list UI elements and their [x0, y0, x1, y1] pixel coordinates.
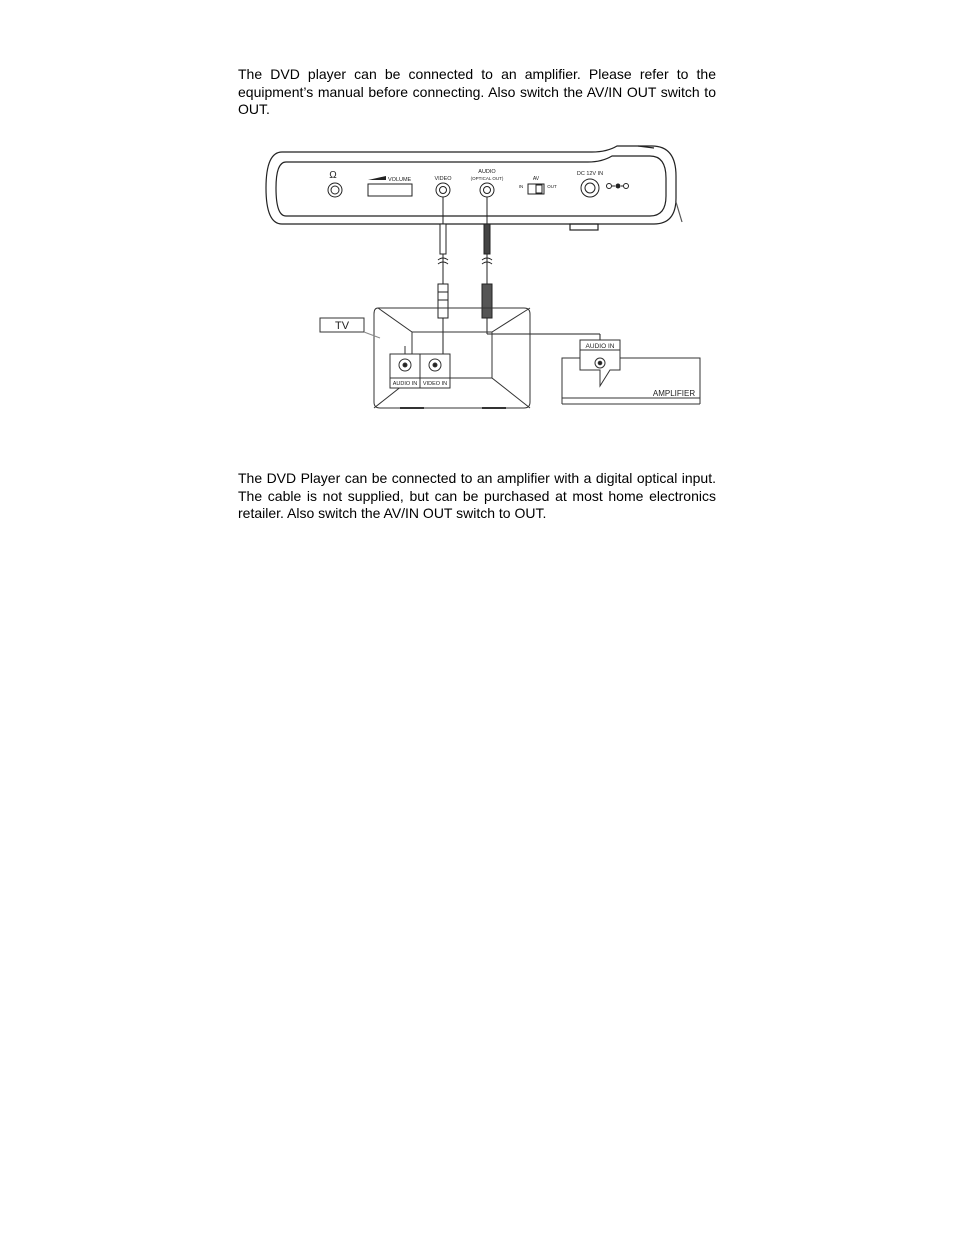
volume-label: VOLUME — [388, 177, 412, 183]
av-switch — [519, 176, 557, 194]
audio-label: AUDIO — [478, 169, 496, 175]
amp-audio-in-label: AUDIO IN — [585, 343, 615, 350]
volume-control — [368, 176, 412, 196]
audio-cable — [482, 197, 600, 342]
optical-paragraph: The DVD Player can be connected to an amplifier with a digital optical input. The cable is not supplied, but can be purchased at most home electronics retailer. Also switch the AV/IN OUT switch to OUT. — [238, 470, 716, 521]
tv-video-in-label: VIDEO IN — [422, 381, 448, 387]
dc-in-jack — [577, 171, 629, 197]
amplifier — [562, 340, 700, 404]
dc-label: DC 12V IN — [576, 171, 604, 177]
audio-sublabel: (OPTICAL OUT) — [470, 176, 504, 181]
tv-audio-in-label: AUDIO IN — [392, 381, 418, 387]
headphone-jack — [328, 170, 342, 197]
video-cable — [438, 197, 448, 368]
video-label: VIDEO — [434, 176, 452, 182]
video-jack — [434, 176, 452, 197]
headphone-icon: Ω — [329, 170, 337, 181]
av-in-label: IN — [518, 184, 524, 189]
tv-label: TV — [334, 320, 350, 332]
av-label: AV — [532, 176, 540, 182]
intro-paragraph: The DVD player can be connected to an amplifier. Please refer to the equipment’s manual before connecting. Also switch the AV/IN OUT switch to OUT. — [238, 66, 716, 117]
connection-diagram — [262, 142, 696, 414]
amplifier-label: AMPLIFIER — [652, 389, 696, 398]
av-out-label: OUT — [547, 184, 557, 189]
audio-optical-jack — [471, 169, 504, 197]
tv-set — [320, 308, 530, 408]
